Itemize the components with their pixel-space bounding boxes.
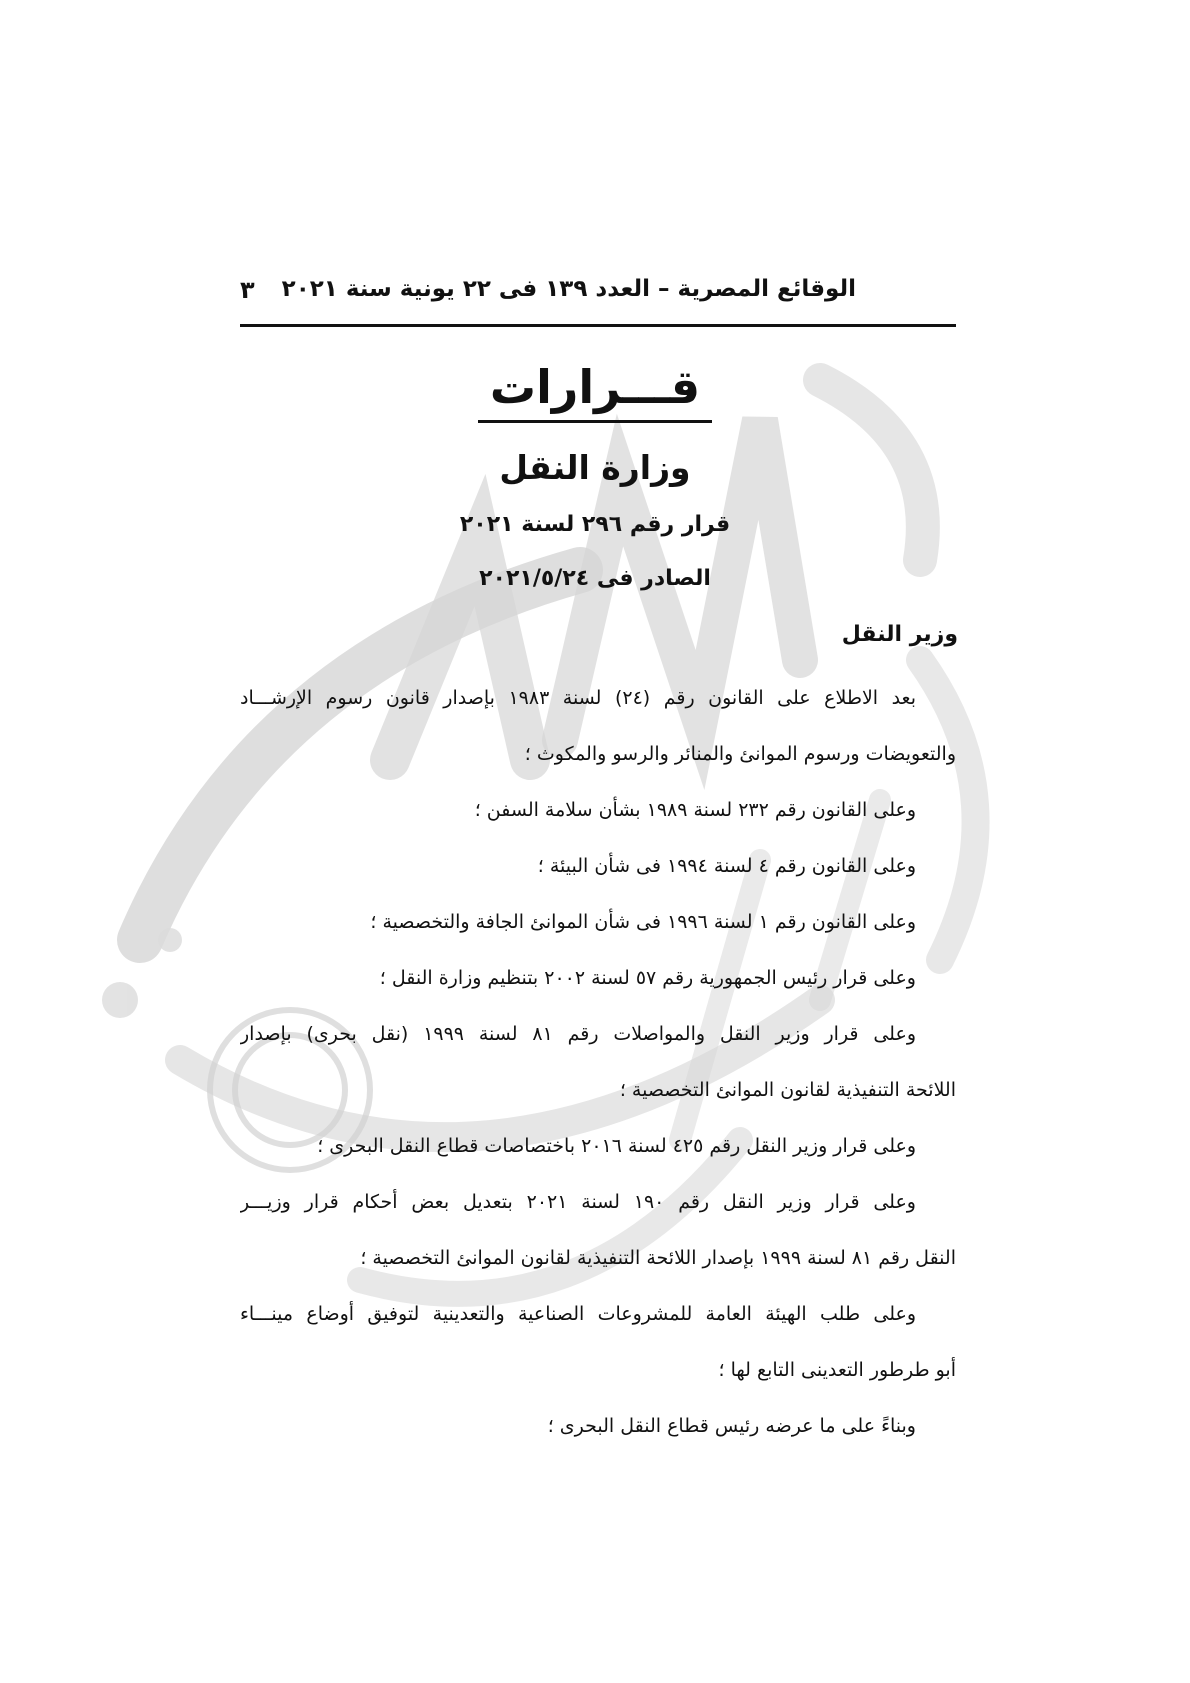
body-line: والتعويضات ورسوم الموانئ والمنائر والرسو والمكوث ؛ [524, 743, 956, 765]
body-line: بعد الاطلاع على القانون رقم (٢٤) لسنة ١٩٨٣ بإصدار قانون رسوم الإرشـــاد [240, 687, 916, 709]
body-line: وعلى القانون رقم ٤ لسنة ١٩٩٤ فى شأن البيئة ؛ [537, 855, 916, 877]
body-line: وعلى قرار وزير النقل والمواصلات رقم ٨١ لسنة ١٩٩٩ (نقل بحرى) بإصدار [240, 1023, 916, 1045]
body-line: وبناءً على ما عرضه رئيس قطاع النقل البحرى ؛ [547, 1415, 916, 1437]
body-line: وعلى قرار وزير النقل رقم ٤٢٥ لسنة ٢٠١٦ باختصاصات قطاع النقل البحرى ؛ [317, 1135, 916, 1157]
body-line: وعلى القانون رقم ١ لسنة ١٩٩٦ فى شأن الموانئ الجافة والتخصصية ؛ [370, 911, 916, 933]
page-number: ٣ [240, 276, 255, 304]
body-line: وعلى القانون رقم ٢٣٢ لسنة ١٩٨٩ بشأن سلامة السفن ؛ [474, 799, 916, 821]
minister-heading: وزير النقل [841, 622, 958, 647]
body-line: النقل رقم ٨١ لسنة ١٩٩٩ بإصدار اللائحة التنفيذية لقانون الموانئ التخصصية ؛ [360, 1247, 956, 1269]
header-title: الوقائع المصرية – العدد ١٣٩ فى ٢٢ يونية سنة ٢٠٢١ [281, 276, 856, 302]
decree-body [240, 670, 956, 1454]
body-line: وعلى طلب الهيئة العامة للمشروعات الصناعية والتعدينية لتوفيق أوضاع مينـــاء [240, 1303, 916, 1325]
body-line: اللائحة التنفيذية لقانون الموانئ التخصصية ؛ [619, 1079, 956, 1101]
section-title-text: قـــرارات [478, 360, 712, 423]
body-line: أبو طرطور التعدينى التابع لها ؛ [718, 1359, 956, 1381]
page-header [240, 268, 956, 327]
body-line: وعلى قرار رئيس الجمهورية رقم ٥٧ لسنة ٢٠٠٢ بتنظيم وزارة النقل ؛ [379, 967, 916, 989]
section-title [0, 360, 1190, 423]
decree-title: قرار رقم ٢٩٦ لسنة ٢٠٢١ [459, 512, 731, 537]
issued-date: الصادر فى ٢٠٢١/٥/٢٤ [479, 566, 711, 591]
ministry-name: وزارة النقل [499, 448, 691, 487]
body-line: وعلى قرار وزير النقل رقم ١٩٠ لسنة ٢٠٢١ بتعديل بعض أحكام قرار وزيـــر [240, 1191, 916, 1213]
